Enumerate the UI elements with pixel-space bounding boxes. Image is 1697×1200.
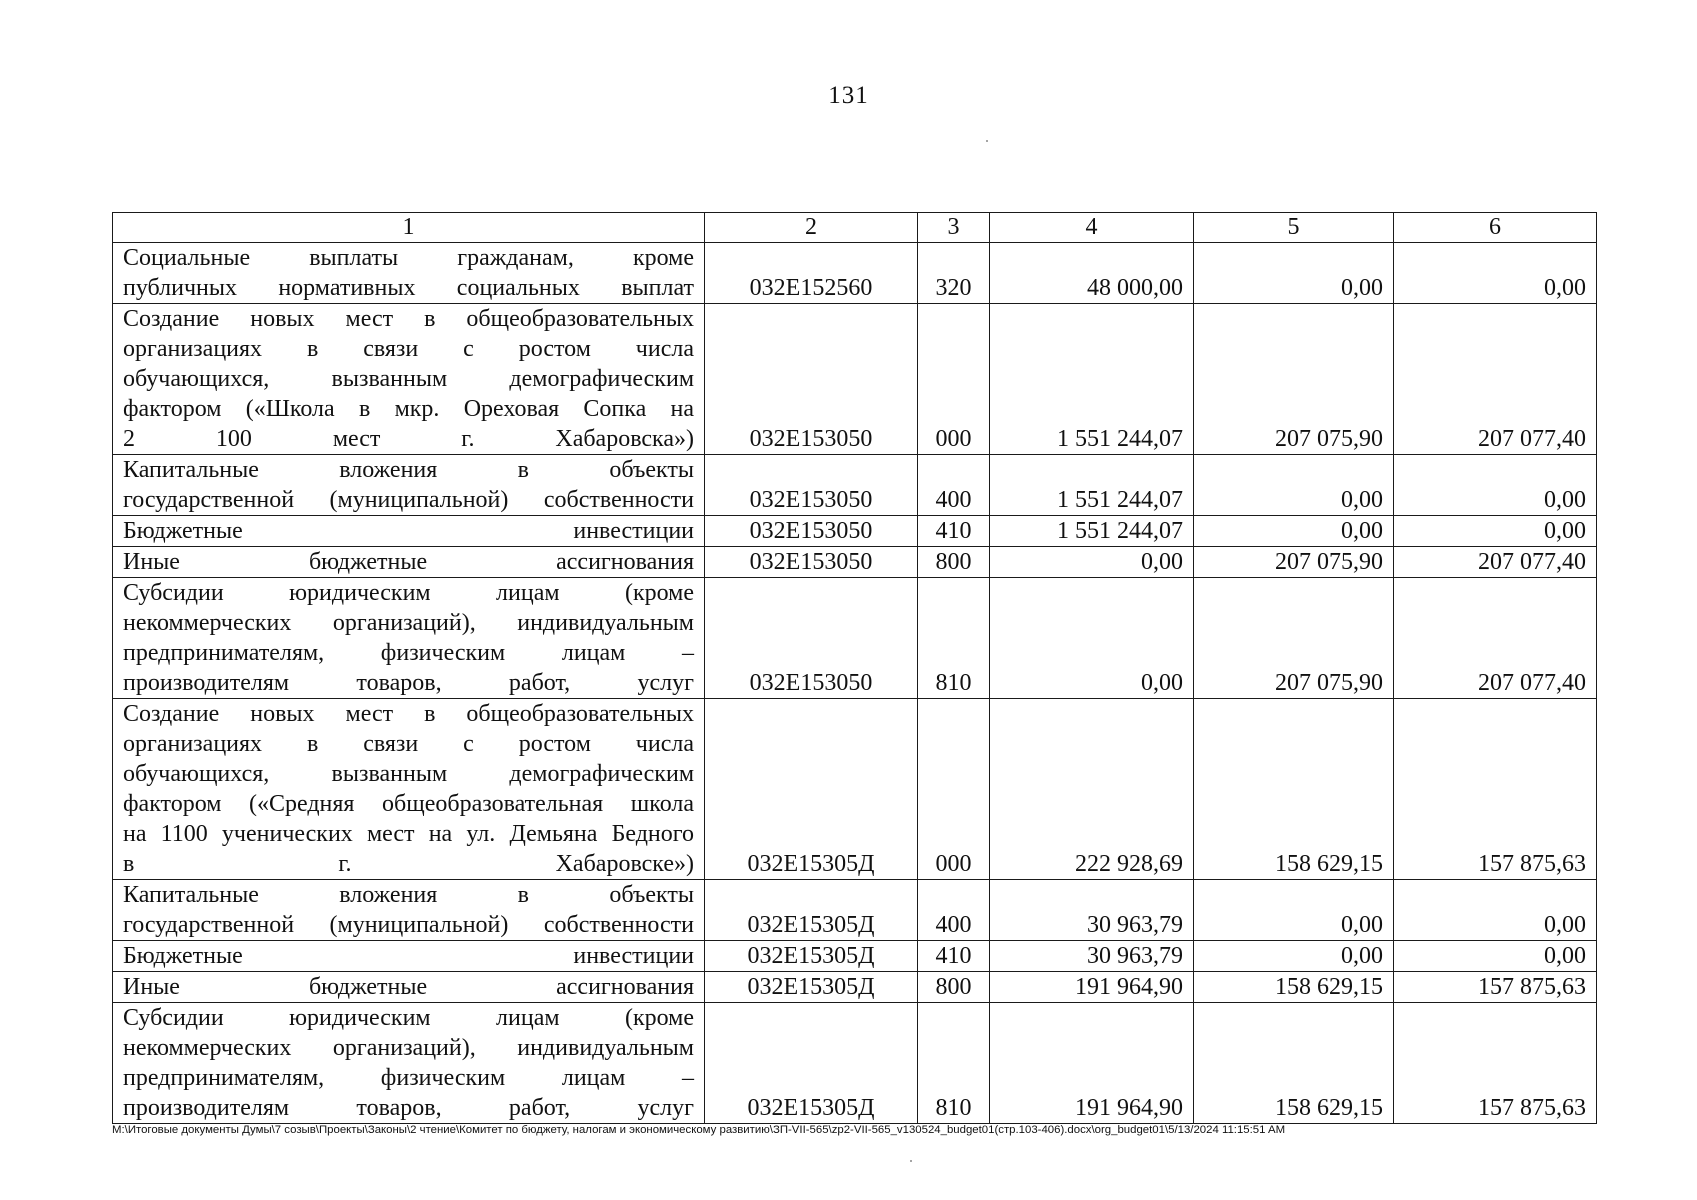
amount-col-4-cell: 191 964,90 — [990, 1003, 1194, 1124]
item-name-line: в г. Хабаровске») — [123, 851, 694, 877]
item-name-line: предпринимателям, физическим лицам – — [123, 640, 694, 666]
expense-type-cell: 800 — [918, 972, 990, 1003]
item-name-line: обучающихся, вызванным демографическим — [123, 366, 694, 392]
item-name-line: Социальные выплаты гражданам, кроме — [123, 245, 694, 271]
item-name-line: Создание новых мест в общеобразовательных — [123, 306, 694, 332]
item-name-cell — [113, 304, 705, 455]
amount-col-4-cell: 1 551 244,07 — [990, 455, 1194, 516]
target-code-cell: 032Е15305Д — [705, 941, 918, 972]
item-name-cell — [113, 880, 705, 941]
amount-col-6-cell: 157 875,63 — [1394, 699, 1597, 880]
table-row — [113, 547, 1597, 578]
target-code-cell: 032Е15305Д — [705, 1003, 918, 1124]
item-name-line: Субсидии юридическим лицам (кроме — [123, 580, 694, 606]
budget-table — [112, 212, 1597, 1124]
target-code-cell: 032Е15305Д — [705, 972, 918, 1003]
item-name-cell — [113, 243, 705, 304]
scan-speck — [910, 1160, 912, 1162]
item-name-cell — [113, 972, 705, 1003]
amount-col-4-cell: 30 963,79 — [990, 941, 1194, 972]
amount-col-5-cell: 207 075,90 — [1194, 578, 1394, 699]
item-name-line: государственной (муниципальной) собственности — [123, 912, 694, 938]
header-col-6: 6 — [1394, 213, 1597, 243]
amount-col-5-cell: 158 629,15 — [1194, 972, 1394, 1003]
item-name-line: организациях в связи с ростом числа — [123, 731, 694, 757]
item-name-line: публичных нормативных социальных выплат — [123, 275, 694, 301]
item-name-cell — [113, 941, 705, 972]
table-row — [113, 699, 1597, 880]
table-row — [113, 941, 1597, 972]
item-name-line: фактором («Средняя общеобразовательная школа — [123, 791, 694, 817]
item-name-cell — [113, 516, 705, 547]
amount-col-6-cell: 0,00 — [1394, 243, 1597, 304]
item-name-cell — [113, 578, 705, 699]
item-name-line: 2 100 мест г. Хабаровска») — [123, 426, 694, 452]
amount-col-6-cell: 0,00 — [1394, 516, 1597, 547]
table-row — [113, 243, 1597, 304]
table-row — [113, 455, 1597, 516]
amount-col-6-cell: 157 875,63 — [1394, 972, 1597, 1003]
table-row — [113, 304, 1597, 455]
item-name-line: Бюджетные инвестиции — [123, 943, 694, 969]
target-code-cell: 032Е15305Д — [705, 880, 918, 941]
target-code-cell: 032Е153050 — [705, 516, 918, 547]
item-name-line: Капитальные вложения в объекты — [123, 882, 694, 908]
item-name-line: Иные бюджетные ассигнования — [123, 549, 694, 575]
item-name-cell — [113, 547, 705, 578]
item-name-line: организациях в связи с ростом числа — [123, 336, 694, 362]
expense-type-cell: 400 — [918, 880, 990, 941]
amount-col-4-cell: 0,00 — [990, 578, 1194, 699]
expense-type-cell: 810 — [918, 1003, 990, 1124]
item-name-line: производителям товаров, работ, услуг — [123, 670, 694, 696]
amount-col-5-cell: 0,00 — [1194, 941, 1394, 972]
expense-type-cell: 410 — [918, 516, 990, 547]
header-row — [113, 213, 1597, 243]
item-name-line: Капитальные вложения в объекты — [123, 457, 694, 483]
amount-col-4-cell: 48 000,00 — [990, 243, 1194, 304]
amount-col-6-cell: 207 077,40 — [1394, 578, 1597, 699]
expense-type-cell: 400 — [918, 455, 990, 516]
item-name-cell — [113, 699, 705, 880]
table-row — [113, 516, 1597, 547]
amount-col-5-cell: 207 075,90 — [1194, 304, 1394, 455]
header-col-4: 4 — [990, 213, 1194, 243]
item-name-line: Создание новых мест в общеобразовательных — [123, 701, 694, 727]
amount-col-5-cell: 0,00 — [1194, 243, 1394, 304]
target-code-cell: 032Е153050 — [705, 304, 918, 455]
amount-col-4-cell: 1 551 244,07 — [990, 516, 1194, 547]
amount-col-5-cell: 0,00 — [1194, 455, 1394, 516]
amount-col-4-cell: 191 964,90 — [990, 972, 1194, 1003]
item-name-line: предпринимателям, физическим лицам – — [123, 1065, 694, 1091]
item-name-cell — [113, 1003, 705, 1124]
page-number: 131 — [828, 82, 869, 109]
expense-type-cell: 320 — [918, 243, 990, 304]
header-col-1: 1 — [113, 213, 705, 243]
item-name-line: обучающихся, вызванным демографическим — [123, 761, 694, 787]
amount-col-6-cell: 0,00 — [1394, 941, 1597, 972]
amount-col-6-cell: 0,00 — [1394, 455, 1597, 516]
table-row — [113, 578, 1597, 699]
target-code-cell: 032Е15305Д — [705, 699, 918, 880]
amount-col-4-cell: 0,00 — [990, 547, 1194, 578]
amount-col-6-cell: 207 077,40 — [1394, 304, 1597, 455]
amount-col-6-cell: 0,00 — [1394, 880, 1597, 941]
amount-col-5-cell: 0,00 — [1194, 880, 1394, 941]
amount-col-5-cell: 158 629,15 — [1194, 1003, 1394, 1124]
amount-col-5-cell: 207 075,90 — [1194, 547, 1394, 578]
expense-type-cell: 800 — [918, 547, 990, 578]
item-name-line: фактором («Школа в мкр. Ореховая Сопка на — [123, 396, 694, 422]
amount-col-4-cell: 222 928,69 — [990, 699, 1194, 880]
amount-col-6-cell: 157 875,63 — [1394, 1003, 1597, 1124]
header-col-5: 5 — [1194, 213, 1394, 243]
target-code-cell: 032Е153050 — [705, 455, 918, 516]
table-row — [113, 972, 1597, 1003]
amount-col-5-cell: 0,00 — [1194, 516, 1394, 547]
expense-type-cell: 810 — [918, 578, 990, 699]
item-name-line: некоммерческих организаций), индивидуальным — [123, 1035, 694, 1061]
header-col-3: 3 — [918, 213, 990, 243]
amount-col-4-cell: 30 963,79 — [990, 880, 1194, 941]
expense-type-cell: 000 — [918, 699, 990, 880]
item-name-line: некоммерческих организаций), индивидуальным — [123, 610, 694, 636]
amount-col-4-cell: 1 551 244,07 — [990, 304, 1194, 455]
target-code-cell: 032Е152560 — [705, 243, 918, 304]
expense-type-cell: 000 — [918, 304, 990, 455]
amount-col-5-cell: 158 629,15 — [1194, 699, 1394, 880]
header-col-2: 2 — [705, 213, 918, 243]
expense-type-cell: 410 — [918, 941, 990, 972]
table-row — [113, 880, 1597, 941]
file-path-footer: M:\Итоговые документы Думы\7 созыв\Проекты\Законы\2 чтение\Комитет по бюджету, налогам и экономическому развитию\ЗП-VII-565\zp2-VII-565_v130524_budget01(стр.103-406).docx\org_budget01\5/13/2024 11:15:51 AM — [112, 1124, 1286, 1136]
target-code-cell: 032Е153050 — [705, 578, 918, 699]
scan-speck — [986, 140, 988, 142]
table-body — [113, 243, 1597, 1124]
item-name-line: на 1100 ученических мест на ул. Демьяна Бедного — [123, 821, 694, 847]
item-name-line: государственной (муниципальной) собственности — [123, 487, 694, 513]
item-name-line: Субсидии юридическим лицам (кроме — [123, 1005, 694, 1031]
item-name-line: Иные бюджетные ассигнования — [123, 974, 694, 1000]
target-code-cell: 032Е153050 — [705, 547, 918, 578]
item-name-cell — [113, 455, 705, 516]
table-row — [113, 1003, 1597, 1124]
item-name-line: Бюджетные инвестиции — [123, 518, 694, 544]
item-name-line: производителям товаров, работ, услуг — [123, 1095, 694, 1121]
amount-col-6-cell: 207 077,40 — [1394, 547, 1597, 578]
